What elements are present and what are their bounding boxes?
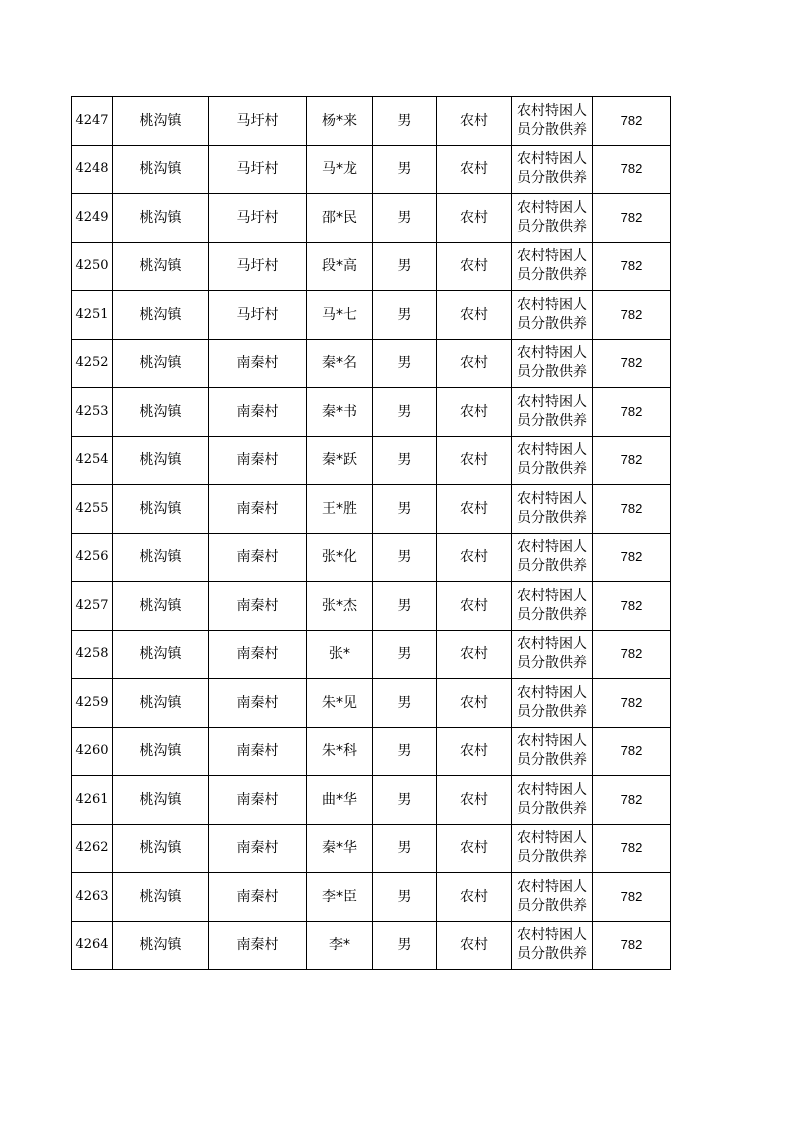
cell-name: 曲*华 xyxy=(307,776,373,825)
category-text-line: 员分散供养 xyxy=(517,121,587,138)
cell-name: 李* xyxy=(307,921,373,970)
cell-amount: 782 xyxy=(593,485,671,534)
cell-amount: 782 xyxy=(593,824,671,873)
table-row xyxy=(72,145,671,194)
cell-town: 桃沟镇 xyxy=(113,533,209,582)
category-text-line: 农村特困人 xyxy=(517,830,587,847)
cell-amount: 782 xyxy=(593,194,671,243)
cell-area: 农村 xyxy=(437,388,512,437)
category-text-line: 员分散供养 xyxy=(517,267,587,284)
cell-category xyxy=(512,145,593,194)
cell-id: 4253 xyxy=(72,388,113,437)
cell-gender: 男 xyxy=(373,776,437,825)
cell-id: 4251 xyxy=(72,291,113,340)
cell-name: 马*龙 xyxy=(307,145,373,194)
cell-name: 秦*跃 xyxy=(307,436,373,485)
cell-amount: 782 xyxy=(593,339,671,388)
cell-area: 农村 xyxy=(437,339,512,388)
cell-town: 桃沟镇 xyxy=(113,824,209,873)
cell-id: 4247 xyxy=(72,97,113,146)
cell-gender: 男 xyxy=(373,824,437,873)
cell-gender: 男 xyxy=(373,194,437,243)
table-row xyxy=(72,436,671,485)
cell-gender: 男 xyxy=(373,582,437,631)
cell-gender: 男 xyxy=(373,242,437,291)
cell-id: 4264 xyxy=(72,921,113,970)
roster-table xyxy=(71,96,671,970)
cell-id: 4257 xyxy=(72,582,113,631)
cell-gender: 男 xyxy=(373,921,437,970)
cell-area: 农村 xyxy=(437,630,512,679)
cell-name: 段*高 xyxy=(307,242,373,291)
cell-village: 南秦村 xyxy=(209,727,307,776)
cell-name: 李*臣 xyxy=(307,873,373,922)
category-text-line: 员分散供养 xyxy=(517,315,587,332)
table-row xyxy=(72,242,671,291)
cell-amount: 782 xyxy=(593,582,671,631)
category-text-line: 农村特困人 xyxy=(517,684,587,701)
cell-town: 桃沟镇 xyxy=(113,242,209,291)
category-text-line: 农村特困人 xyxy=(517,102,587,119)
category-text-line: 农村特困人 xyxy=(517,781,587,798)
category-text-line: 员分散供养 xyxy=(517,461,587,478)
cell-category xyxy=(512,776,593,825)
cell-amount: 782 xyxy=(593,921,671,970)
table-row xyxy=(72,679,671,728)
cell-village: 南秦村 xyxy=(209,776,307,825)
cell-town: 桃沟镇 xyxy=(113,339,209,388)
cell-town: 桃沟镇 xyxy=(113,776,209,825)
cell-name: 秦*书 xyxy=(307,388,373,437)
cell-name: 王*胜 xyxy=(307,485,373,534)
cell-area: 农村 xyxy=(437,776,512,825)
cell-village: 马圩村 xyxy=(209,291,307,340)
cell-village: 马圩村 xyxy=(209,194,307,243)
cell-area: 农村 xyxy=(437,194,512,243)
table-row xyxy=(72,727,671,776)
category-text-line: 员分散供养 xyxy=(517,170,587,187)
category-text-line: 员分散供养 xyxy=(517,655,587,672)
table-row xyxy=(72,533,671,582)
cell-name: 张*杰 xyxy=(307,582,373,631)
cell-id: 4255 xyxy=(72,485,113,534)
table-row xyxy=(72,97,671,146)
cell-id: 4248 xyxy=(72,145,113,194)
cell-town: 桃沟镇 xyxy=(113,630,209,679)
cell-id: 4249 xyxy=(72,194,113,243)
cell-village: 马圩村 xyxy=(209,145,307,194)
table-row xyxy=(72,485,671,534)
cell-area: 农村 xyxy=(437,97,512,146)
category-text-line: 员分散供养 xyxy=(517,800,587,817)
cell-area: 农村 xyxy=(437,436,512,485)
table-row xyxy=(72,873,671,922)
cell-amount: 782 xyxy=(593,145,671,194)
cell-amount: 782 xyxy=(593,242,671,291)
cell-amount: 782 xyxy=(593,291,671,340)
cell-amount: 782 xyxy=(593,388,671,437)
cell-category xyxy=(512,533,593,582)
category-text-line: 员分散供养 xyxy=(517,364,587,381)
cell-village: 南秦村 xyxy=(209,436,307,485)
roster-table-container xyxy=(71,96,671,970)
category-text-line: 农村特困人 xyxy=(517,393,587,410)
category-text-line: 农村特困人 xyxy=(517,733,587,750)
cell-category xyxy=(512,727,593,776)
cell-name: 张*化 xyxy=(307,533,373,582)
cell-village: 南秦村 xyxy=(209,873,307,922)
cell-category xyxy=(512,388,593,437)
cell-town: 桃沟镇 xyxy=(113,145,209,194)
cell-gender: 男 xyxy=(373,485,437,534)
category-text-line: 员分散供养 xyxy=(517,752,587,769)
cell-name: 秦*名 xyxy=(307,339,373,388)
cell-gender: 男 xyxy=(373,145,437,194)
table-row xyxy=(72,291,671,340)
cell-amount: 782 xyxy=(593,630,671,679)
cell-gender: 男 xyxy=(373,533,437,582)
cell-category xyxy=(512,97,593,146)
category-text-line: 农村特困人 xyxy=(517,490,587,507)
category-text-line: 农村特困人 xyxy=(517,345,587,362)
cell-id: 4254 xyxy=(72,436,113,485)
table-row xyxy=(72,630,671,679)
category-text-line: 农村特困人 xyxy=(517,927,587,944)
cell-category xyxy=(512,485,593,534)
cell-category xyxy=(512,679,593,728)
cell-category xyxy=(512,339,593,388)
cell-name: 杨*来 xyxy=(307,97,373,146)
cell-name: 朱*见 xyxy=(307,679,373,728)
cell-amount: 782 xyxy=(593,873,671,922)
cell-id: 4256 xyxy=(72,533,113,582)
category-text-line: 农村特困人 xyxy=(517,199,587,216)
table-row xyxy=(72,194,671,243)
cell-town: 桃沟镇 xyxy=(113,388,209,437)
cell-village: 南秦村 xyxy=(209,582,307,631)
cell-village: 南秦村 xyxy=(209,533,307,582)
cell-amount: 782 xyxy=(593,679,671,728)
cell-area: 农村 xyxy=(437,533,512,582)
cell-name: 朱*科 xyxy=(307,727,373,776)
category-text-line: 员分散供养 xyxy=(517,412,587,429)
table-row xyxy=(72,776,671,825)
cell-category xyxy=(512,921,593,970)
cell-id: 4262 xyxy=(72,824,113,873)
category-text-line: 农村特困人 xyxy=(517,587,587,604)
cell-name: 马*七 xyxy=(307,291,373,340)
cell-area: 农村 xyxy=(437,679,512,728)
category-text-line: 农村特困人 xyxy=(517,248,587,265)
cell-village: 南秦村 xyxy=(209,824,307,873)
category-text-line: 员分散供养 xyxy=(517,606,587,623)
cell-village: 南秦村 xyxy=(209,388,307,437)
cell-id: 4252 xyxy=(72,339,113,388)
cell-name: 张* xyxy=(307,630,373,679)
cell-village: 南秦村 xyxy=(209,679,307,728)
roster-table-body xyxy=(72,97,671,970)
cell-category xyxy=(512,291,593,340)
cell-id: 4261 xyxy=(72,776,113,825)
cell-gender: 男 xyxy=(373,679,437,728)
category-text-line: 员分散供养 xyxy=(517,849,587,866)
cell-area: 农村 xyxy=(437,727,512,776)
cell-amount: 782 xyxy=(593,727,671,776)
table-row xyxy=(72,582,671,631)
category-text-line: 农村特困人 xyxy=(517,442,587,459)
cell-id: 4259 xyxy=(72,679,113,728)
cell-town: 桃沟镇 xyxy=(113,194,209,243)
cell-town: 桃沟镇 xyxy=(113,436,209,485)
cell-town: 桃沟镇 xyxy=(113,291,209,340)
cell-village: 南秦村 xyxy=(209,339,307,388)
cell-gender: 男 xyxy=(373,339,437,388)
cell-area: 农村 xyxy=(437,582,512,631)
cell-category xyxy=(512,194,593,243)
cell-town: 桃沟镇 xyxy=(113,727,209,776)
table-row xyxy=(72,339,671,388)
category-text-line: 农村特困人 xyxy=(517,539,587,556)
cell-amount: 782 xyxy=(593,776,671,825)
category-text-line: 农村特困人 xyxy=(517,636,587,653)
cell-village: 南秦村 xyxy=(209,485,307,534)
cell-id: 4258 xyxy=(72,630,113,679)
cell-village: 南秦村 xyxy=(209,921,307,970)
table-row xyxy=(72,921,671,970)
cell-gender: 男 xyxy=(373,727,437,776)
cell-gender: 男 xyxy=(373,291,437,340)
cell-gender: 男 xyxy=(373,873,437,922)
cell-town: 桃沟镇 xyxy=(113,582,209,631)
category-text-line: 员分散供养 xyxy=(517,558,587,575)
cell-category xyxy=(512,436,593,485)
cell-amount: 782 xyxy=(593,436,671,485)
cell-id: 4263 xyxy=(72,873,113,922)
cell-amount: 782 xyxy=(593,533,671,582)
category-text-line: 农村特困人 xyxy=(517,878,587,895)
cell-village: 南秦村 xyxy=(209,630,307,679)
cell-amount: 782 xyxy=(593,97,671,146)
cell-area: 农村 xyxy=(437,824,512,873)
cell-village: 马圩村 xyxy=(209,242,307,291)
cell-gender: 男 xyxy=(373,436,437,485)
category-text-line: 员分散供养 xyxy=(517,703,587,720)
category-text-line: 员分散供养 xyxy=(517,946,587,963)
cell-category xyxy=(512,873,593,922)
cell-category xyxy=(512,582,593,631)
cell-town: 桃沟镇 xyxy=(113,97,209,146)
cell-id: 4260 xyxy=(72,727,113,776)
cell-category xyxy=(512,242,593,291)
cell-gender: 男 xyxy=(373,630,437,679)
table-row xyxy=(72,388,671,437)
cell-gender: 男 xyxy=(373,388,437,437)
cell-category xyxy=(512,630,593,679)
cell-category xyxy=(512,824,593,873)
cell-area: 农村 xyxy=(437,242,512,291)
category-text-line: 员分散供养 xyxy=(517,218,587,235)
category-text-line: 农村特困人 xyxy=(517,296,587,313)
category-text-line: 员分散供养 xyxy=(517,897,587,914)
category-text-line: 农村特困人 xyxy=(517,151,587,168)
table-row xyxy=(72,824,671,873)
cell-town: 桃沟镇 xyxy=(113,679,209,728)
cell-area: 农村 xyxy=(437,485,512,534)
cell-name: 邵*民 xyxy=(307,194,373,243)
cell-id: 4250 xyxy=(72,242,113,291)
category-text-line: 员分散供养 xyxy=(517,509,587,526)
cell-town: 桃沟镇 xyxy=(113,485,209,534)
cell-town: 桃沟镇 xyxy=(113,921,209,970)
cell-gender: 男 xyxy=(373,97,437,146)
cell-name: 秦*华 xyxy=(307,824,373,873)
cell-town: 桃沟镇 xyxy=(113,873,209,922)
cell-area: 农村 xyxy=(437,873,512,922)
cell-area: 农村 xyxy=(437,291,512,340)
cell-area: 农村 xyxy=(437,921,512,970)
cell-village: 马圩村 xyxy=(209,97,307,146)
cell-area: 农村 xyxy=(437,145,512,194)
